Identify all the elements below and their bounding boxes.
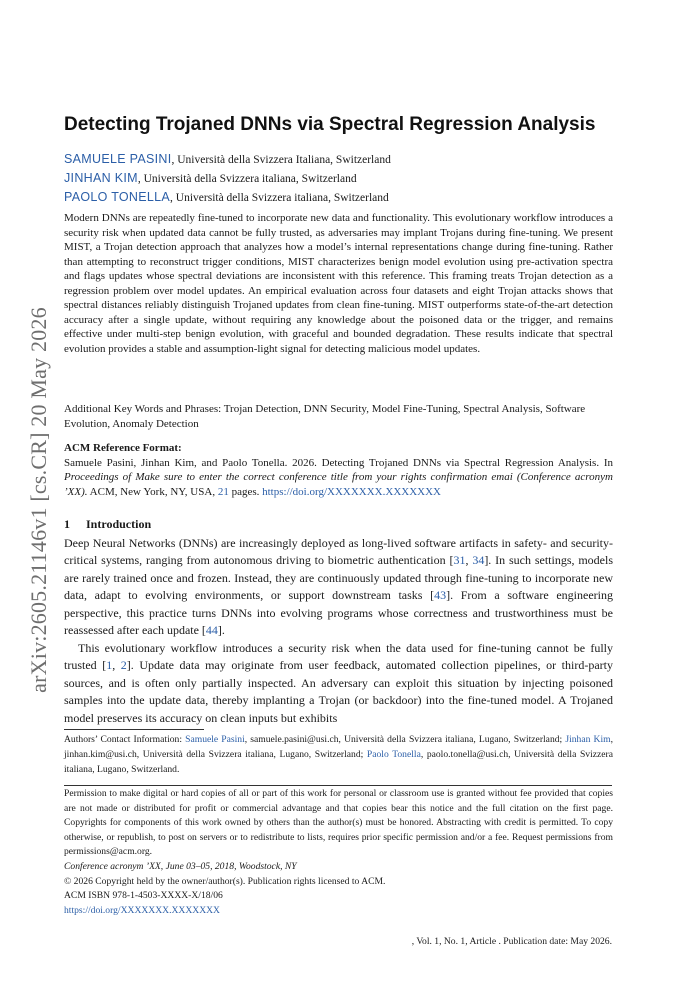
- keywords: Additional Key Words and Phrases: Trojan Detection, DNN Security, Model Fine-Tuning, Spectral Analysis, Software Evolution, Anomaly Detection: [64, 403, 586, 430]
- acm-reference-text: [64, 456, 613, 500]
- citation-link[interactable]: 31: [453, 553, 466, 568]
- citation-link[interactable]: 43: [434, 588, 447, 603]
- author-affiliation: , Università della Svizzera italiana, Switzerland: [137, 173, 357, 185]
- author-link[interactable]: Samuele Pasini: [185, 734, 245, 745]
- author-link[interactable]: Paolo Tonella: [366, 749, 421, 760]
- body-text: This evolutionary workflow introduces a security risk when the data used for fine-tuning cannot be fully trusted [: [64, 640, 613, 673]
- acm-reference-format: [64, 441, 613, 499]
- contact-text: , paolo.tonella@usi.ch, Università della Svizzera italiana, Lugano, Switzerland.: [64, 749, 613, 775]
- abstract: Modern DNNs are repeatedly fine-tuned to incorporate new data and functionality. This evolutionary workflow introduces a security risk when updated data cannot be fully trusted, as adversaries may implant Trojans during fine-tuning. We present MIST, a Trojan detection approach that analyzes how a model’s internal representations change during fine-tuning. Rather than attempting to reconstruct trigger conditions, MIST characterizes benign model evolution using pre-activation spectra and flags updates whose spectral deviations are inconsistent with this reference. This framing treats Trojan detection as a regression problem over model updates. An empirical evaluation across four datasets and eight Trojan attacks shows that spectral distances reliably distinguish Trojaned updates from clean fine-tuning. MIST outperforms state-of-the-art detection accuracy after a single update, without requiring any knowledge about the poisoned data or the trigger, and remains effective under multi-step benign evolution, with graceful and bounded degradation. These results indicate that spectral evolution provides a stable and assumption-light signal for detecting malicious model updates.: [64, 212, 613, 355]
- copyright-line: © 2026 Copyright held by the owner/author(s). Publication rights licensed to ACM.: [64, 875, 386, 887]
- citation-link[interactable]: 2: [120, 658, 127, 673]
- body-text: ]. Update data may originate from user feedback, automated collection pipelines, or third-party sources, and is often only partially inspected. An adversary can exploit this situation by injecting poisoned samples into the update data, thereby implanting a Trojan (or backdoor) into the fine-tuned model. A Trojaned model preserves its accuracy on clean inputs but exhibits: [64, 658, 614, 725]
- conference-info: [64, 860, 613, 875]
- body-text: ]. From a software engineering perspective, this practice turns DNNs into evolving programs whose correctness and trustworthiness must be reassessed after each update [: [64, 588, 613, 638]
- reference-text: Samuele Pasini, Jinhan Kim, and Paolo Tonella. 2026. Detecting Trojaned DNNs via Spectral Regression Analysis. In: [64, 456, 613, 469]
- author-name[interactable]: SAMUELE PASINI: [64, 152, 172, 166]
- permission-notice: [64, 787, 613, 918]
- author-line: [64, 150, 391, 169]
- body-text: ]. In such settings, models are rarely trained once and frozen. Instead, they are continuously updated through fine-tuning to incorporate new data, adapt to evolving environments, or support downstream tasks [: [64, 553, 613, 603]
- body-text: ,: [112, 658, 121, 673]
- doi-link[interactable]: https://doi.org/XXXXXXX.XXXXXXX: [64, 904, 220, 916]
- introduction-body: [64, 535, 613, 727]
- citation-link[interactable]: 34: [472, 553, 485, 568]
- contact-text: , jinhan.kim@usi.ch, Università della Svizzera italiana, Lugano, Switzerland;: [64, 734, 613, 760]
- proceedings-title: Proceedings of Make sure to enter the correct conference title from your rights confirmation emai (Conference acronym ’XX).: [64, 471, 613, 498]
- paper-title: Detecting Trojaned DNNs via Spectral Regression Analysis: [64, 114, 596, 135]
- contact-text: , samuele.pasini@usi.ch, Università della Svizzera italiana, Lugano, Switzerland;: [244, 734, 566, 745]
- intro-paragraph: [64, 640, 613, 727]
- author-line: [64, 188, 391, 207]
- body-text: ,: [465, 553, 473, 568]
- author-name[interactable]: PAOLO TONELLA: [64, 190, 171, 204]
- body-text: ].: [217, 623, 225, 638]
- author-list: [64, 150, 391, 207]
- permission-doi-line: [64, 904, 613, 919]
- intro-paragraph: [64, 535, 613, 640]
- reference-text: pages.: [228, 485, 263, 498]
- permission-text: Permission to make digital or hard copies of all or part of this work for personal or classroom use is granted without fee provided that copies are not made or distributed for profit or commercial advantage and that copies bear this notice and the full citation on the first page. Copyrights for components of this work owned by others than the author(s) must be honored. Abstracting with credit is permitted. To copy otherwise, or republish, to post on servers or to redistribute to lists, requires prior specific permission and/or a fee. Request permissions from permissions@acm.org.: [64, 788, 613, 858]
- page-count-link[interactable]: 21: [217, 485, 229, 498]
- citation-link[interactable]: 1: [106, 658, 113, 673]
- author-affiliation: , Università della Svizzera Italiana, Switzerland: [171, 154, 391, 166]
- section-number: 1: [64, 517, 70, 531]
- acm-reference-label: ACM Reference Format:: [64, 442, 182, 454]
- section-title: Introduction: [86, 517, 152, 531]
- doi-link[interactable]: https://doi.org/XXXXXXX.XXXXXXX: [262, 485, 441, 498]
- conference-text: Conference acronym ’XX, June 03–05, 2018, Woodstock, NY: [64, 860, 297, 872]
- contact-label: Authors’ Contact Information:: [64, 734, 186, 745]
- section-heading: [64, 517, 151, 532]
- author-contact-info: [64, 732, 613, 777]
- citation-link[interactable]: 44: [205, 623, 218, 638]
- isbn-line: ACM ISBN 978-1-4503-XXXX-X/18/06: [64, 890, 223, 902]
- author-name[interactable]: JINHAN KIM: [64, 171, 138, 185]
- body-text: Deep Neural Networks (DNNs) are increasingly deployed as long-lived software artifacts in safety- and security-critical systems, ranging from autonomous driving to biometric authentication [: [64, 536, 613, 568]
- arxiv-identifier: arXiv:2605.21146v1 [cs.CR] 20 May 2026: [26, 307, 51, 693]
- arxiv-sidebar: [24, 250, 54, 750]
- author-link[interactable]: Jinhan Kim: [565, 734, 611, 745]
- page-footer: , Vol. 1, No. 1, Article . Publication date: May 2026.: [411, 936, 612, 947]
- footnote-divider: [64, 729, 204, 730]
- reference-text: ACM, New York, NY, USA,: [87, 485, 218, 498]
- permission-divider: [64, 785, 612, 786]
- author-affiliation: , Università della Svizzera italiana, Switzerland: [170, 192, 389, 204]
- author-line: [64, 169, 391, 188]
